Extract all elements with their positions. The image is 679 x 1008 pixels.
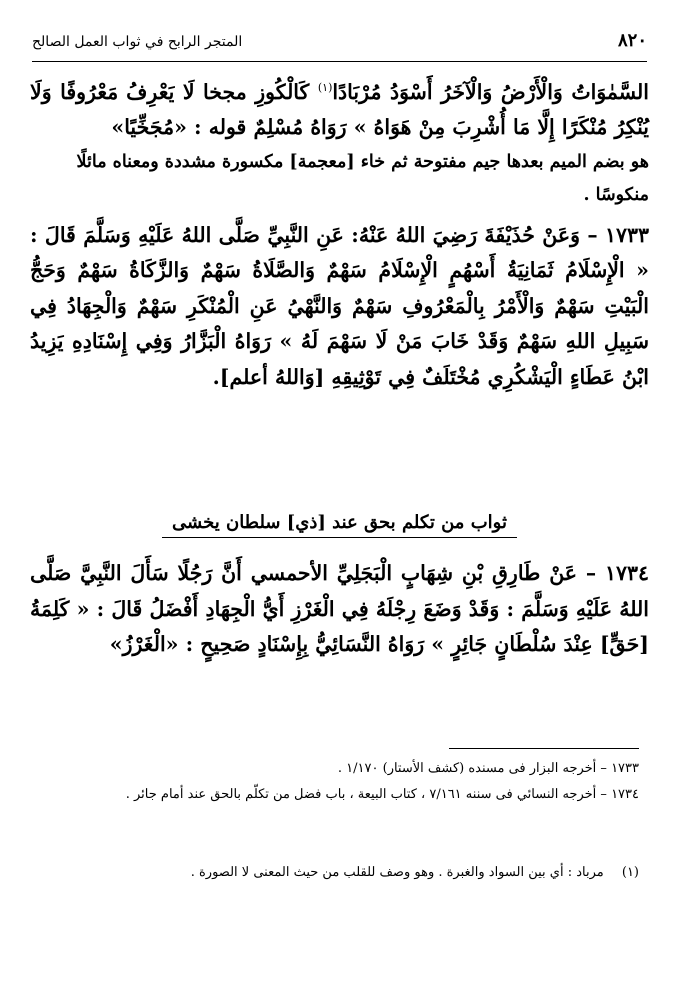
footnote-divider [449,748,639,749]
section-heading-text: ثواب من تكلم بحق عند [ذي] سلطان يخشى [162,512,517,538]
hadith-1734-text: ١٧٣٤ – عَنْ طَارِقِ بْنِ شِهَابٍ الْبَجَلِيِّ الأحمسي أَنَّ رَجُلًا سَأَلَ النَّبِيَّ صَلَّى اللهُ عَلَيْهِ وَسَلَّمَ : وَقَدْ وَضَعَ رِجْلَهُ فِي الْغَرْزِ أَيُّ الْجِهَادِ أَفْضَلُ قَالَ : « كَلِمَةُ [حَقٍّ] عِنْدَ سُلْطَانٍ جَائِرٍ » رَوَاهُ النَّسَائِيُّ بِإِسْنَادٍ صَحِيحٍ : «الْغَرْزُ» [30,561,649,656]
hadith-continuation [30,70,649,146]
footnote-1733: ١٧٣٣ – أخرجه البزار فى مسنده (كشف الأستار) ١/١٧٠ . [337,761,639,776]
footnote-number: (١) [621,865,639,880]
footnote-1734: ١٧٣٤ – أخرجه النسائي فى سننه ٧/١٦١ ، كتاب البيعة ، باب فضل من تكلّم بالحق عند أمام جائر . [125,787,639,802]
main-text-top [30,70,649,395]
hadith-1733 [30,218,649,396]
hadith-line-1b: كَالْكُوزِ مجخا لَا يَعْرِفُ [126,79,318,104]
main-text-bottom [30,556,649,663]
hadith-1734 [30,556,649,663]
page-number: ٨٢٠ [617,30,647,51]
running-header [32,30,647,62]
footnote-mirbad [48,862,639,884]
footnotes [48,758,639,810]
book-title: المتجر الرابح في ثواب العمل الصالح [32,34,243,50]
hadith-line-1: السَّمٰوَاتُ وَالْأَرْضُ وَالْآخَرُ أَسْوَدُ مُرْبَادًا [332,79,649,104]
section-heading [0,512,679,538]
footnote-marker: (١) [317,81,333,94]
hadith-1733-text: ١٧٣٣ – وَعَنْ حُذَيْفَةَ رَضِيَ اللهُ عَنْهُ: عَنِ النَّبِيِّ صَلَّى اللهُ عَلَيْهِ وَسَلَّمَ قَالَ : « الْإِسْلَامُ ثَمَانِيَةُ أَسْهُمٍ الْإِسْلَامُ سَهْمٌ وَالصَّلَاةُ سَهْمٌ وَالزَّكَاةُ سَهْمٌ وَحَجُّ الْبَيْتِ سَهْمٌ وَالْأَمْرُ بِالْمَعْرُوفِ سَهْمٌ وَالنَّهْيُ عَنِ الْمُنْكَرِ سَهْمٌ وَالْجِهَادُ فِي سَبِيلِ اللهِ سَهْمٌ وَقَدْ خَابَ مَنْ لَا سَهْمَ لَهُ » رَوَاهُ الْبَزَّارُ وَفِي إِسْنَادِهِ يَزِيدُ ابْنُ عَطَاءٍ الْيَشْكُرِي مُخْتَلَفٌ فِي تَوْثِيقِهِ [وَاللهُ أعلم]. [30,222,649,389]
word-explanation: هو بضم الميم بعدها جيم مفتوحة ثم خاء [معجمة] مكسورة مشددة ومعناه مائلًا منكوسًا . [76,151,649,205]
hadith-line-2: مَعْرُوفًا وَلَا يُنْكِرُ مُنْكَرًا إِلَّا مَا أُشْرِبَ مِنْ هَوَاهُ » رَوَاهُ مُسْلِمٌ قوله : «مُجَخِّيًا» [30,79,649,140]
footnote-text: مرباد : أي بين السواد والغبرة . وهو وصف للقلب من حيث المعنى لا الصورة . [190,865,604,880]
